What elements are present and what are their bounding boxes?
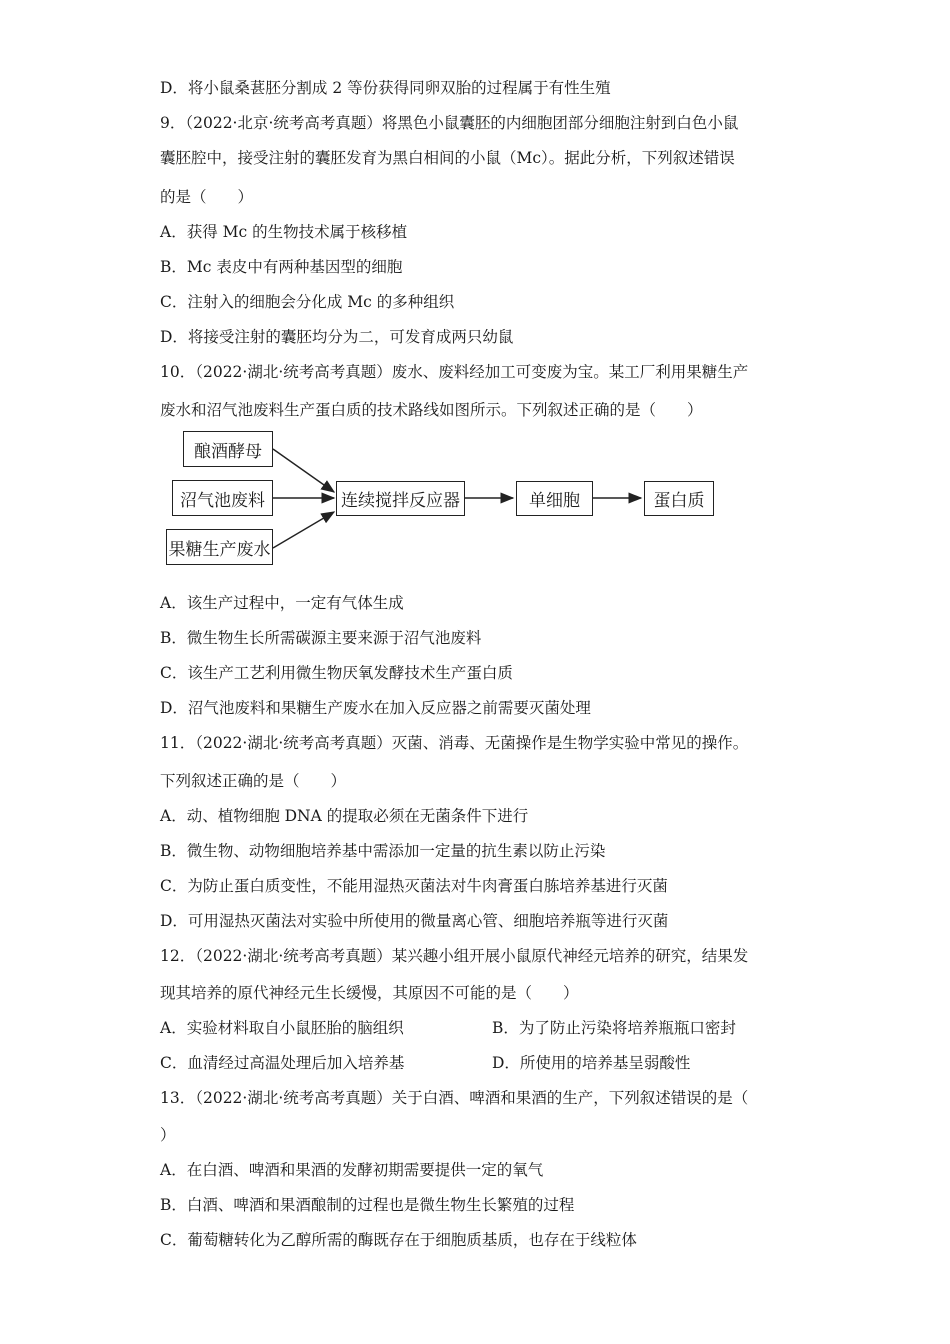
q9-option-b: B．Mc 表皮中有两种基因型的细胞 [160,258,403,276]
q13-option-a: A．在白酒、啤酒和果酒的发酵初期需要提供一定的氧气 [160,1161,544,1179]
box-single-cell: 单细胞 [516,481,593,516]
box-fructose-wastewater: 果糖生产废水 [166,529,273,565]
box-yeast: 酿酒酵母 [183,431,273,467]
q13-option-c: C．葡萄糖转化为乙醇所需的酶既存在于细胞质基质，也存在于线粒体 [160,1231,637,1249]
q12-stem-line1: 12．（2022·湖北·统考高考真题）某兴趣小组开展小鼠原代神经元培养的研究，结果发 [160,947,749,965]
q10-option-b: B．微生物生长所需碳源主要来源于沼气池废料 [160,629,482,647]
q9-stem-line2: 囊胚腔中，接受注射的囊胚发育为黑白相间的小鼠（Mc）。据此分析，下列叙述错误 [160,149,735,167]
q9-option-a: A．获得 Mc 的生物技术属于核移植 [160,223,408,241]
q11-option-a: A．动、植物细胞 DNA 的提取必须在无菌条件下进行 [160,807,529,825]
q10-option-d: D．沼气池废料和果糖生产废水在加入反应器之前需要灭菌处理 [160,699,591,717]
q9-stem-line3: 的是（ ） [160,188,254,206]
q8-option-d: D．将小鼠桑葚胚分割成 2 等份获得同卵双胎的过程属于有性生殖 [160,79,611,97]
q11-option-b: B．微生物、动物细胞培养基中需添加一定量的抗生素以防止污染 [160,842,606,860]
box-biogas-waste: 沼气池废料 [172,480,273,516]
q9-option-d: D．将接受注射的囊胚均分为二，可发育成两只幼鼠 [160,328,514,346]
q12-option-a: A．实验材料取自小鼠胚胎的脑组织 [160,1019,404,1037]
box-reactor: 连续搅拌反应器 [336,481,465,516]
q13-stem-line2: ） [160,1126,176,1144]
arrow-yeast-to-reactor [273,449,334,492]
box-protein: 蛋白质 [644,481,714,516]
process-flow-diagram [160,424,730,574]
q13-option-b: B．白酒、啤酒和果酒酿制的过程也是微生物生长繁殖的过程 [160,1196,575,1214]
q10-option-a: A．该生产过程中，一定有气体生成 [160,594,404,612]
q9-option-c: C．注射入的细胞会分化成 Mc 的多种组织 [160,293,455,311]
q13-stem-line1: 13．（2022·湖北·统考高考真题）关于白酒、啤酒和果酒的生产，下列叙述错误的是（ [160,1089,749,1107]
q10-stem-line1: 10．（2022·湖北·统考高考真题）废水、废料经加工可变废为宝。某工厂利用果糖生产 [160,363,749,381]
q10-option-c: C．该生产工艺利用微生物厌氧发酵技术生产蛋白质 [160,664,513,682]
arrow-wastewater-to-reactor [273,512,334,548]
q10-stem-line2: 废水和沼气池废料生产蛋白质的技术路线如图所示。下列叙述正确的是（ ） [160,401,703,419]
q12-stem-line2: 现其培养的原代神经元生长缓慢，其原因不可能的是（ ） [160,984,579,1002]
q11-option-d: D．可用湿热灭菌法对实验中所使用的微量离心管、细胞培养瓶等进行灭菌 [160,912,669,930]
q9-stem-line1: 9．（2022·北京·统考高考真题）将黑色小鼠囊胚的内细胞团部分细胞注射到白色小鼠 [160,114,739,132]
q11-stem-line1: 11．（2022·湖北·统考高考真题）灭菌、消毒、无菌操作是生物学实验中常见的操作。 [160,734,749,752]
q11-stem-line2: 下列叙述正确的是（ ） [160,772,347,790]
q12-option-c: C．血清经过高温处理后加入培养基 [160,1054,405,1072]
q11-option-c: C．为防止蛋白质变性，不能用湿热灭菌法对牛肉膏蛋白胨培养基进行灭菌 [160,877,668,895]
q12-option-b: B．为了防止污染将培养瓶瓶口密封 [492,1019,736,1037]
q12-option-d: D．所使用的培养基呈弱酸性 [492,1054,691,1072]
